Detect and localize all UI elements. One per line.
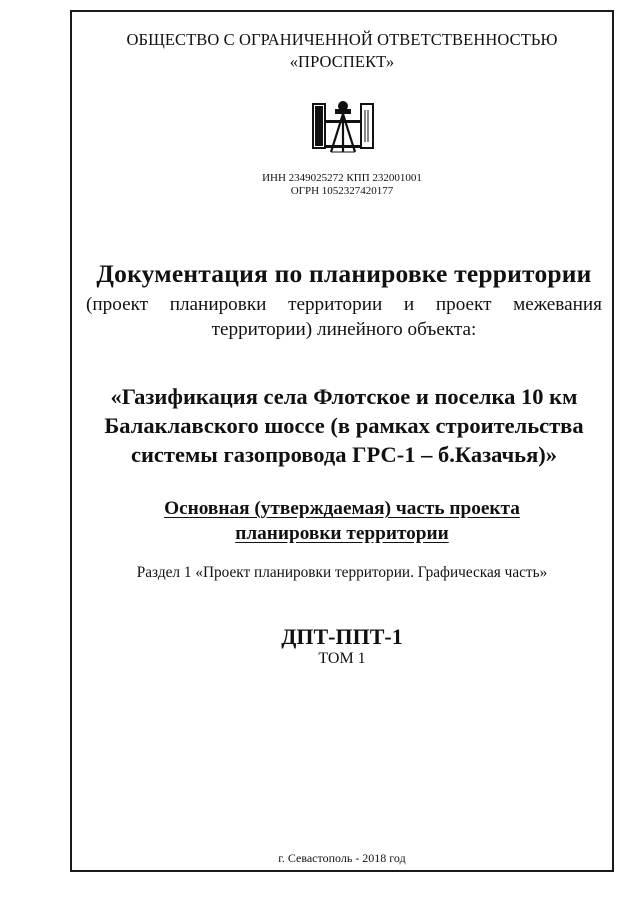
- company-registration-numbers: [72, 172, 612, 198]
- section-label: Раздел 1 «Проект планировки территории. Графическая часть»: [136, 564, 548, 581]
- organization-name: [72, 29, 612, 73]
- document-title: Документация по планировке территории: [96, 259, 592, 288]
- project-name-line-1: «Газификация села Флотское и поселка 10 км: [110, 384, 578, 409]
- organization-name-line-2: «ПРОСПЕКТ»: [289, 52, 395, 71]
- surveyor-theodolite-logo-icon: [307, 96, 379, 158]
- project-name-line-3: системы газопровода ГРС-1 – б.Казачья)»: [130, 442, 557, 467]
- document-subtitle: (проект планировки территории и проект межевания территории) линейного объекта:: [86, 294, 602, 340]
- project-name-line-2: Балаклавского шоссе (в рамках строительства: [104, 413, 584, 438]
- inn-kpp: ИНН 2349025272 КПП 232001001: [262, 172, 422, 184]
- main-part-heading-line-1: Основная (утверждаемая) часть проекта: [164, 498, 520, 519]
- project-name: [72, 382, 616, 469]
- volume-label: ТОМ 1: [318, 650, 366, 667]
- ogrn: ОГРН 1052327420177: [290, 185, 394, 197]
- main-part-heading: [72, 496, 612, 546]
- organization-name-line-1: ОБЩЕСТВО С ОГРАНИЧЕННОЙ ОТВЕТСТВЕННОСТЬЮ: [126, 30, 558, 49]
- place-and-year: г. Севастополь - 2018 год: [278, 851, 406, 865]
- document-frame: [70, 10, 614, 872]
- main-part-heading-line-2: планировки территории: [235, 523, 449, 544]
- document-code: ДПТ-ППТ-1: [281, 624, 403, 649]
